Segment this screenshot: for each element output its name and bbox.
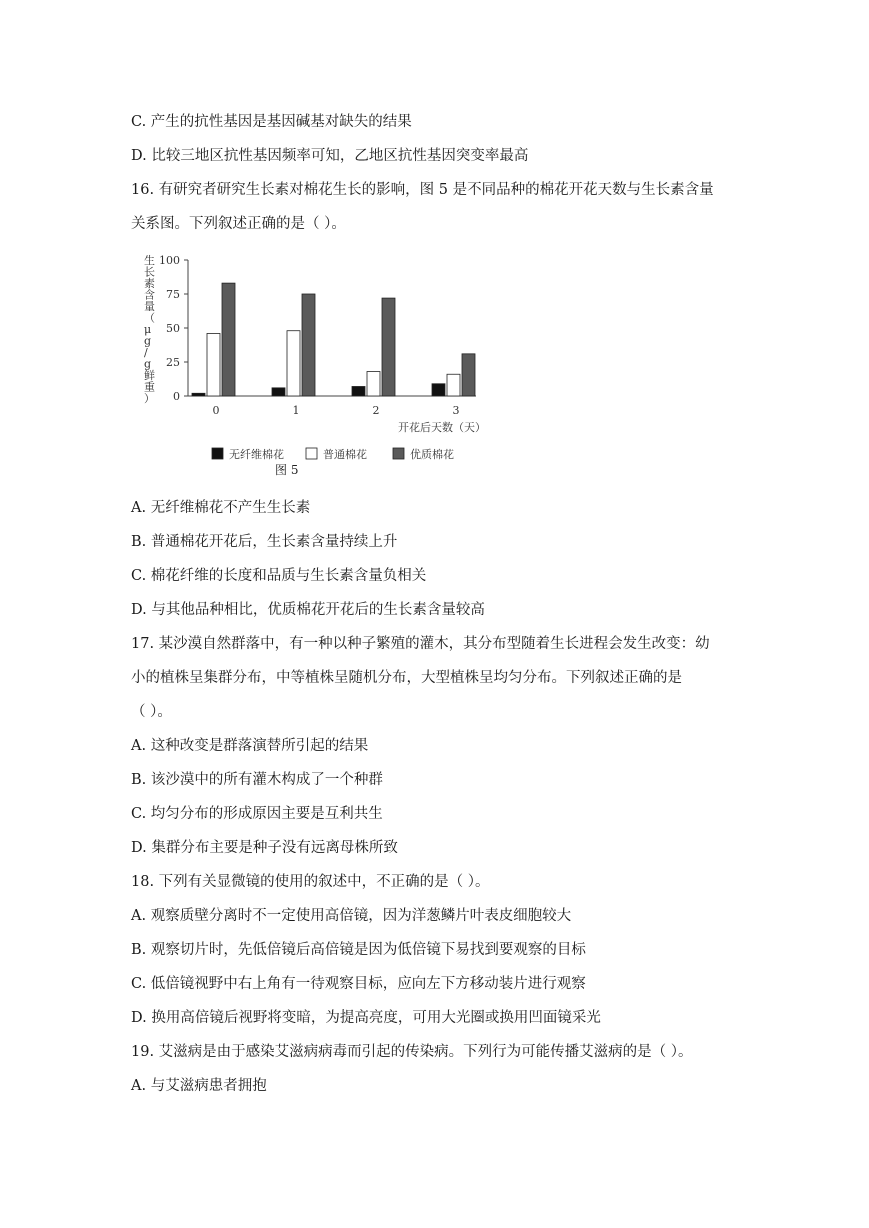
option-d-q17: D. 集群分布主要是种子没有远离母株所致 <box>131 840 398 856</box>
x-tick-label: 2 <box>372 404 380 417</box>
legend-label: 优质棉花 <box>410 448 454 461</box>
bar-chart <box>136 248 506 480</box>
y-tick-label: 75 <box>166 288 180 301</box>
option-c-q15: C. 产生的抗性基因是基因碱基对缺失的结果 <box>131 114 412 130</box>
question-17-stem: 17. 某沙漠自然群落中，有一种以种子繁殖的灌木，其分布型随着生长进程会发生改变：幼 <box>131 636 710 652</box>
legend-swatch <box>212 448 223 459</box>
option-d-q16: D. 与其他品种相比，优质棉花开花后的生长素含量较高 <box>131 602 485 618</box>
option-b-q18: B. 观察切片时，先低倍镜后高倍镜是因为低倍镜下易找到要观察的目标 <box>131 942 586 958</box>
bar-1-1 <box>287 331 300 396</box>
figure-5-chart <box>136 248 506 480</box>
bar-2-2 <box>382 298 395 396</box>
x-tick-label: 0 <box>212 404 220 417</box>
option-b-q16: B. 普通棉花开花后，生长素含量持续上升 <box>131 534 398 550</box>
option-a-q16: A. 无纤维棉花不产生生长素 <box>131 500 311 516</box>
bar-1-3 <box>447 374 460 396</box>
bar-0-3 <box>432 384 445 396</box>
legend-label: 无纤维棉花 <box>229 448 284 461</box>
y-tick-label: 0 <box>173 390 180 403</box>
bar-0-2 <box>352 386 365 396</box>
y-tick-label: 100 <box>159 254 180 267</box>
bar-2-3 <box>462 354 475 396</box>
bar-2-0 <box>222 283 235 396</box>
option-d-q18: D. 换用高倍镜后视野将变暗，为提高亮度，可用大光圈或换用凹面镜采光 <box>131 1010 601 1026</box>
x-tick-label: 1 <box>292 404 300 417</box>
bar-1-0 <box>207 333 220 396</box>
bar-2-1 <box>302 294 315 396</box>
y-axis-label: 生长素含量（ μ g / g 鲜重） <box>144 254 155 405</box>
option-a-q17: A. 这种改变是群落演替所引起的结果 <box>131 738 369 754</box>
option-c-q18: C. 低倍镜视野中右上角有一待观察目标，应向左下方移动装片进行观察 <box>131 976 586 992</box>
legend-label: 普通棉花 <box>323 448 367 461</box>
y-tick-label: 50 <box>166 322 180 335</box>
x-tick-label: 3 <box>452 404 460 417</box>
question-16-stem-cont: 关系图。下列叙述正确的是（ ）。 <box>131 216 346 232</box>
figure-caption: 图 5 <box>275 463 299 477</box>
y-tick-label: 25 <box>166 356 180 369</box>
option-c-q16: C. 棉花纤维的长度和品质与生长素含量负相关 <box>131 568 427 584</box>
option-a-q18: A. 观察质壁分离时不一定使用高倍镜，因为洋葱鳞片叶表皮细胞较大 <box>131 908 572 924</box>
question-16-stem: 16. 有研究者研究生长素对棉花生长的影响，图 5 是不同品种的棉花开花天数与生长素含量 <box>131 182 714 198</box>
bar-1-2 <box>367 372 380 396</box>
legend-swatch <box>306 448 317 459</box>
option-c-q17: C. 均匀分布的形成原因主要是互利共生 <box>131 806 383 822</box>
question-17-blank: （ ）。 <box>131 704 172 720</box>
legend-swatch <box>393 448 404 459</box>
option-a-q19: A. 与艾滋病患者拥抱 <box>131 1078 267 1094</box>
bar-0-0 <box>192 393 205 396</box>
bar-0-1 <box>272 388 285 396</box>
question-17-stem-cont: 小的植株呈集群分布，中等植株呈随机分布，大型植株呈均匀分布。下列叙述正确的是 <box>131 670 682 686</box>
option-b-q17: B. 该沙漠中的所有灌木构成了一个种群 <box>131 772 383 788</box>
question-18-stem: 18. 下列有关显微镜的使用的叙述中，不正确的是（ ）。 <box>131 874 490 890</box>
option-d-q15: D. 比较三地区抗性基因频率可知，乙地区抗性基因突变率最高 <box>131 148 529 164</box>
question-19-stem: 19. 艾滋病是由于感染艾滋病病毒而引起的传染病。下列行为可能传播艾滋病的是（ ）。 <box>131 1044 693 1060</box>
x-axis-label: 开花后天数（天） <box>398 421 486 434</box>
